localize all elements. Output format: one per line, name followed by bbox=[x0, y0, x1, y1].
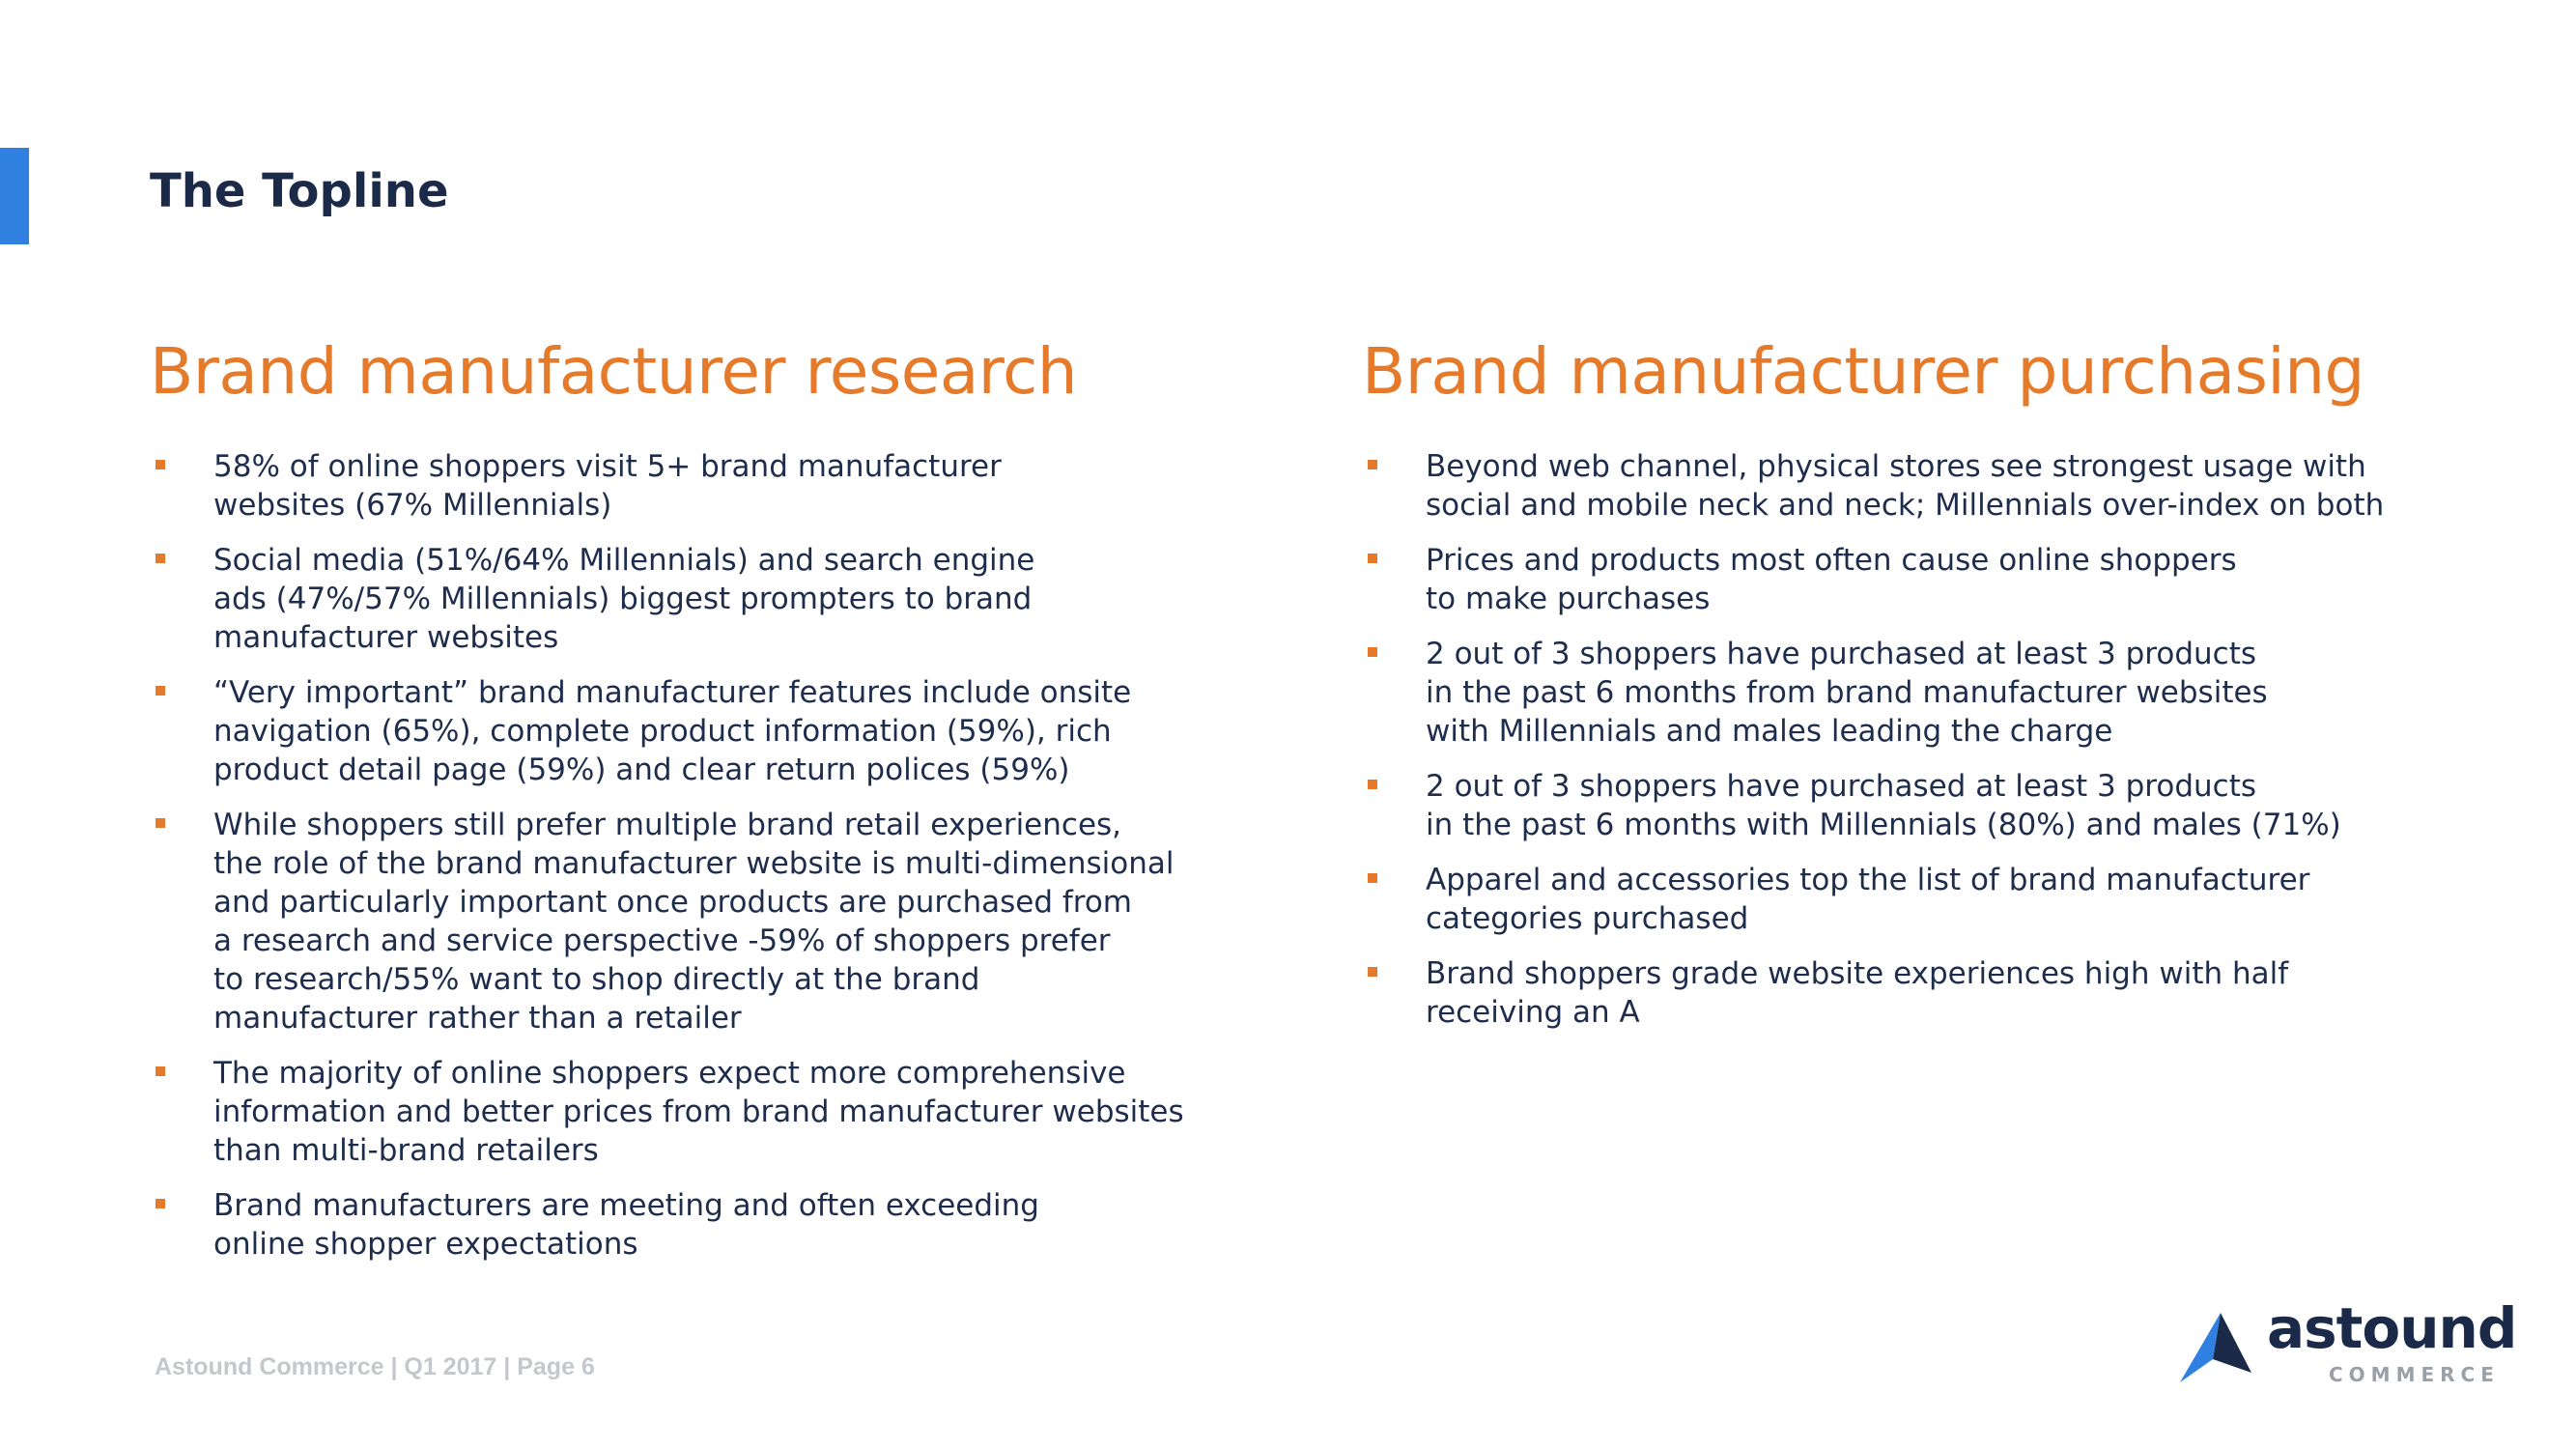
list-item-line: to make purchases bbox=[1426, 582, 1711, 617]
list-item-line: with Millennials and males leading the charge bbox=[1426, 714, 2113, 750]
page-title: The Topline bbox=[150, 164, 449, 218]
list-item-line: social and mobile neck and neck; Millennials over-index on both bbox=[1426, 488, 2385, 524]
accent-bar bbox=[0, 148, 29, 244]
square-bullet-icon bbox=[1368, 647, 1377, 657]
list-item-line: Social media (51%/64% Millennials) and search engine bbox=[213, 543, 1035, 579]
square-bullet-icon bbox=[156, 1066, 165, 1076]
purchasing-column bbox=[1362, 334, 2473, 1048]
square-bullet-icon bbox=[1368, 554, 1377, 563]
logo-wordmark: astound bbox=[2267, 1295, 2517, 1361]
square-bullet-icon bbox=[156, 554, 165, 563]
list-item-line: in the past 6 months from brand manufacturer websites bbox=[1426, 675, 2268, 711]
list-item-line: Prices and products most often cause online shoppers bbox=[1426, 543, 2237, 579]
list-item-line: manufacturer websites bbox=[213, 620, 559, 656]
list-item bbox=[1362, 635, 2473, 751]
logo-subtitle: COMMERCE bbox=[2329, 1363, 2500, 1386]
list-item bbox=[1362, 541, 2473, 618]
square-bullet-icon bbox=[156, 460, 165, 469]
list-item bbox=[150, 1054, 1260, 1170]
list-item-line: a research and service perspective -59% of shoppers prefer bbox=[213, 923, 1111, 959]
research-column bbox=[150, 334, 1260, 1280]
list-item-line: Beyond web channel, physical stores see strongest usage with bbox=[1426, 449, 2366, 485]
list-item bbox=[150, 447, 1260, 525]
list-item bbox=[1362, 861, 2473, 938]
list-item-line: information and better prices from brand manufacturer websites bbox=[213, 1094, 1184, 1130]
list-item bbox=[150, 1186, 1260, 1264]
list-item-line: Brand shoppers grade website experiences high with half bbox=[1426, 956, 2289, 992]
list-item-line: 2 out of 3 shoppers have purchased at least 3 products bbox=[1426, 769, 2257, 805]
list-item-line: websites (67% Millennials) bbox=[213, 488, 612, 524]
list-item-line: While shoppers still prefer multiple brand retail experiences, bbox=[213, 808, 1122, 843]
square-bullet-icon bbox=[156, 686, 165, 696]
square-bullet-icon bbox=[1368, 967, 1377, 977]
list-item-line: than multi-brand retailers bbox=[213, 1133, 599, 1169]
list-item-line: Brand manufacturers are meeting and often exceeding bbox=[213, 1188, 1039, 1224]
list-item-line: product detail page (59%) and clear return polices (59%) bbox=[213, 753, 1070, 788]
square-bullet-icon bbox=[1368, 780, 1377, 789]
list-item bbox=[1362, 954, 2473, 1032]
triangle-logo-icon bbox=[2178, 1309, 2255, 1386]
list-item bbox=[1362, 767, 2473, 844]
square-bullet-icon bbox=[1368, 460, 1377, 469]
list-item bbox=[150, 541, 1260, 657]
list-item-line: and particularly important once products are purchased from bbox=[213, 885, 1133, 921]
list-item-line: in the past 6 months with Millennials (80%) and males (71%) bbox=[1426, 808, 2341, 843]
list-item bbox=[150, 673, 1260, 789]
list-item-line: receiving an A bbox=[1426, 995, 1640, 1031]
square-bullet-icon bbox=[156, 1199, 165, 1208]
square-bullet-icon bbox=[156, 818, 165, 828]
astound-logo bbox=[2178, 1295, 2517, 1386]
list-item-line: Apparel and accessories top the list of brand manufacturer bbox=[1426, 863, 2310, 898]
list-item-line: online shopper expectations bbox=[213, 1227, 638, 1263]
list-item bbox=[1362, 447, 2473, 525]
footer-text: Astound Commerce | Q1 2017 | Page 6 bbox=[155, 1353, 595, 1380]
research-heading: Brand manufacturer research bbox=[150, 334, 1078, 409]
list-item-line: categories purchased bbox=[1426, 901, 1749, 937]
purchasing-list bbox=[1362, 447, 2473, 1032]
list-item bbox=[150, 806, 1260, 1037]
list-item-line: ads (47%/57% Millennials) biggest prompters to brand bbox=[213, 582, 1033, 617]
research-list bbox=[150, 447, 1260, 1264]
list-item-line: the role of the brand manufacturer website is multi-dimensional bbox=[213, 846, 1175, 882]
purchasing-heading: Brand manufacturer purchasing bbox=[1362, 334, 2364, 409]
list-item-line: “Very important” brand manufacturer features include onsite bbox=[213, 675, 1132, 711]
square-bullet-icon bbox=[1368, 873, 1377, 883]
list-item-line: manufacturer rather than a retailer bbox=[213, 1001, 742, 1037]
list-item-line: The majority of online shoppers expect more comprehensive bbox=[213, 1056, 1126, 1092]
list-item-line: navigation (65%), complete product information (59%), rich bbox=[213, 714, 1112, 750]
list-item-line: 2 out of 3 shoppers have purchased at least 3 products bbox=[1426, 637, 2257, 672]
list-item-line: to research/55% want to shop directly at the brand bbox=[213, 962, 980, 998]
list-item-line: 58% of online shoppers visit 5+ brand manufacturer bbox=[213, 449, 1002, 485]
